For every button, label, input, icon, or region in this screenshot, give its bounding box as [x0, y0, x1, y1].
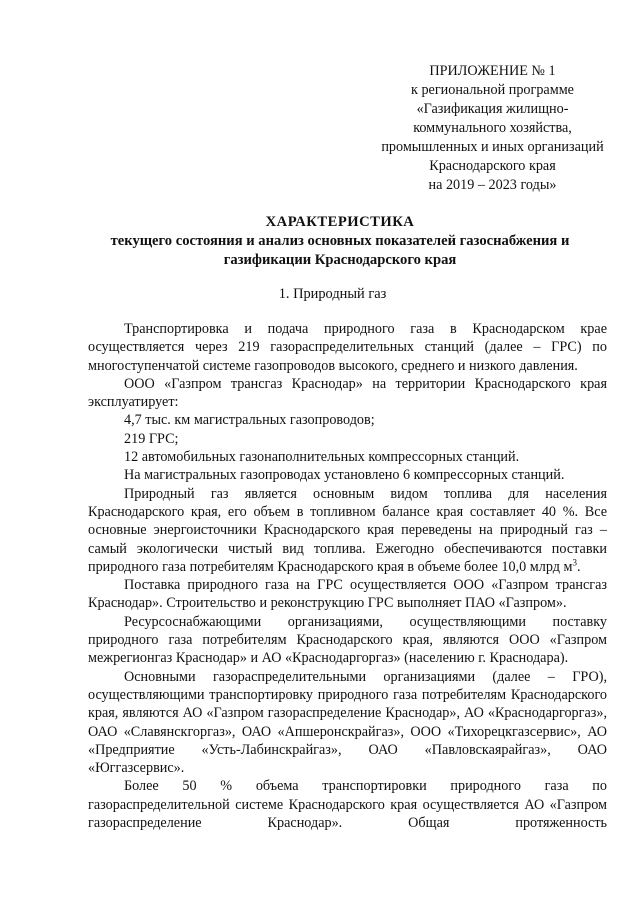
paragraph: Поставка природного газа на ГРС осуществляется ООО «Газпром трансгаз Краснодар». Строительство и реконструкцию ГРС выполняет ПАО «Газпром». — [88, 577, 607, 612]
appendix-line: промышленных и иных организаций — [381, 139, 604, 155]
document-title: ХАРАКТЕРИСТИКА — [265, 214, 415, 230]
paragraph: Более 50 % объема транспортировки природного газа по газораспределительной системе Краснодарского края осуществляется АО «Газпром газораспределение Краснодар». Общая протяженность — [88, 778, 607, 832]
document-subtitle: текущего состояния и анализ основных показателей газоснабжения и — [110, 233, 570, 249]
document-subtitle: газификации Краснодарского края — [223, 252, 457, 268]
appendix-line: «Газификация жилищно- — [416, 101, 569, 117]
paragraph-text: Природный газ является основным видом топлива для населения Краснодарского края, его объем в топливном балансе края составляет 40 %. Все основные энергоисточники Краснодарского края переведены на природный газ – самый экологически чистый вид топлива. Ежегодно обеспечиваются поставки природного газа потребителям Краснодарского края в объеме более 10,0 млрд м — [88, 485, 607, 575]
paragraph: Ресурсоснабжающими организациями, осуществляющими поставку природного газа потребителям Краснодарского края, являются ООО «Газпром межрегионгаз Краснодар» и АО «Краснодаргоргаз» (населению г. Краснодара). — [88, 613, 607, 667]
paragraph: ООО «Газпром трансгаз Краснодар» на территории Краснодарского края эксплуатирует: — [88, 375, 607, 411]
paragraph: 4,7 тыс. км магистральных газопроводов; — [124, 412, 375, 429]
paragraph-text: . — [577, 558, 581, 575]
superscript: 3 — [572, 557, 577, 568]
appendix-line: Краснодарского края — [429, 158, 556, 174]
paragraph — [88, 485, 607, 576]
appendix-line: к региональной программе — [411, 82, 574, 98]
paragraph: 219 ГРС; — [124, 430, 179, 447]
appendix-title: ПРИЛОЖЕНИЕ № 1 — [429, 63, 556, 79]
appendix-line: на 2019 – 2023 годы» — [428, 177, 557, 193]
document-heading — [60, 213, 620, 270]
paragraph: На магистральных газопроводах установлено 6 компрессорных станций. — [124, 467, 565, 484]
section-title: 1. Природный газ — [278, 286, 387, 302]
appendix-block — [360, 62, 625, 195]
appendix-line: коммунального хозяйства, — [413, 120, 572, 136]
paragraph: Основными газораспределительными организациями (далее – ГРО), осуществляющими транспортировку природного газа потребителям Краснодарского края, являются АО «Газпром газораспределение Краснодар», АО «Краснодаргоргаз», ОАО «Славянскгоргаз», ОАО «Апшеронскрайгаз», ООО «Тихорецкгазсервис», АО «Предприятие «Усть-Лабинскрайгаз», ОАО «Павловскаярайгаз», ОАО «Юггазсервис». — [88, 668, 607, 777]
document-body — [88, 320, 607, 832]
paragraph: 12 автомобильных газонаполнительных компрессорных станций. — [124, 449, 520, 466]
paragraph: Транспортировка и подача природного газа в Краснодарском крае осуществляется через 219 газораспределительных станций (далее – ГРС) по многоступенчатой системе газопроводов высокого, среднего и низкого давления. — [88, 321, 607, 374]
